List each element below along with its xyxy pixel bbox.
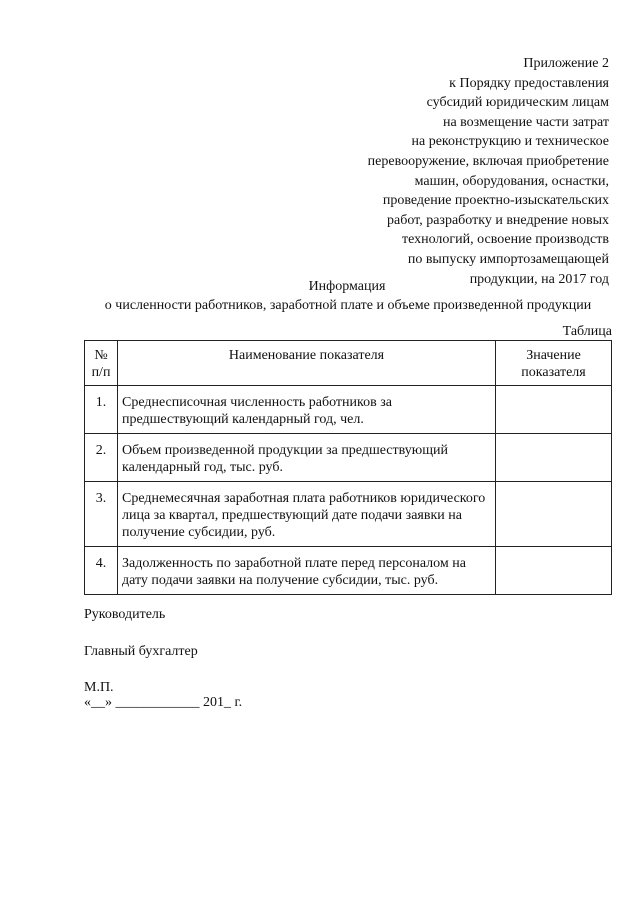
table-row (85, 434, 612, 482)
row-value (496, 386, 612, 434)
row-num: 4. (85, 547, 118, 595)
appendix-line: работ, разработку и внедрение новых (386, 212, 609, 228)
header-value (496, 341, 612, 386)
header-num (85, 341, 118, 386)
row-value (496, 482, 612, 547)
seal-label: М.П. (84, 680, 114, 695)
header-num-line2: п/п (91, 365, 111, 380)
appendix-line: по выпуску импортозамещающей (407, 251, 609, 267)
row-name: Среднемесячная заработная плата работников юридического лица за квартал, предшествующий дате подачи заявки на получение субсидии, руб. (118, 482, 496, 547)
header-value-line2: показателя (521, 365, 586, 380)
table-header-row (85, 341, 612, 386)
table-label: Таблица (562, 324, 612, 339)
appendix-line: машин, оборудования, оснастки, (414, 173, 609, 189)
table-row (85, 482, 612, 547)
header-value-line1: Значение (526, 348, 581, 363)
appendix-line: проведение проектно-изыскательских (382, 193, 609, 209)
accountant-signature-label: Главный бухгалтер (84, 644, 198, 659)
row-num: 1. (85, 386, 118, 434)
appendix-line: перевооружение, включая приобретение (367, 153, 609, 169)
row-value (496, 434, 612, 482)
appendix-line: продукции, на 2017 год (469, 271, 609, 287)
row-num: 3. (85, 482, 118, 547)
appendix-line: Приложение 2 (523, 56, 609, 71)
appendix-line: субсидий юридическим лицам (426, 95, 609, 111)
row-name: Задолженность по заработной плате перед персоналом на дату подачи заявки на получение субсидии, тыс. руб. (118, 547, 496, 595)
date-line: «__» ____________ 201_ г. (84, 695, 243, 710)
row-name: Среднесписочная численность работников за предшествующий календарный год, чел. (118, 386, 496, 434)
row-num: 2. (85, 434, 118, 482)
table-row (85, 386, 612, 434)
row-value (496, 547, 612, 595)
document-subtitle: о численности работников, заработной плате и объеме произведенной продукции (104, 298, 592, 313)
header-name: Наименование показателя (118, 341, 496, 386)
head-signature-label: Руководитель (84, 607, 166, 622)
row-name: Объем произведенной продукции за предшествующий календарный год, тыс. руб. (118, 434, 496, 482)
info-table (84, 340, 612, 595)
appendix-line: на возмещение части затрат (442, 114, 609, 130)
appendix-header (269, 54, 609, 289)
table-row (85, 547, 612, 595)
appendix-line: на реконструкцию и техническое (411, 134, 609, 150)
document-title: Информация (308, 279, 386, 294)
appendix-line: технологий, освоение производств (401, 232, 609, 248)
appendix-line: к Порядку предоставления (449, 75, 609, 91)
header-num-line1: № (94, 348, 108, 363)
